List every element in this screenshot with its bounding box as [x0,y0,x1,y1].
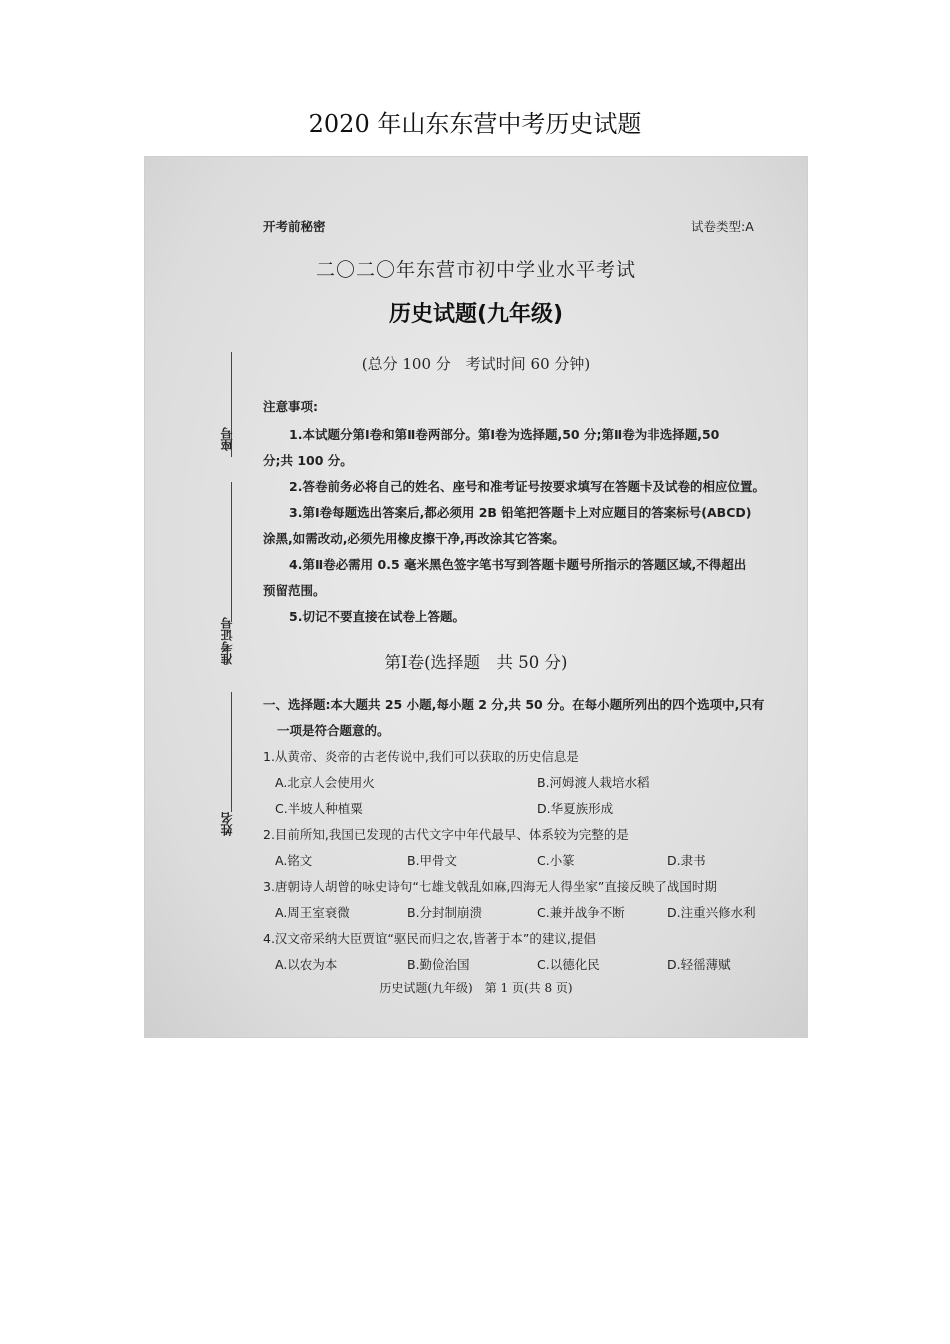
option-b: B.勤俭治国 [407,957,470,972]
document-title: 2020 年山东东营中考历史试题 [308,110,642,138]
notice-line: 1.本试题分第Ⅰ卷和第Ⅱ卷两部分。第Ⅰ卷为选择题,50 分;第Ⅱ卷为非选择题,50 [289,427,720,442]
exam-id-line [231,482,232,622]
question-stem: 2.目前所知,我国已发现的古代文字中年代最早、体系较为完整的是 [263,827,629,842]
subject-title: 历史试题(九年级) [388,302,564,327]
question-stem: 4.汉文帝采纳大臣贾谊“驱民而归之农,皆著于本”的建议,提倡 [263,931,596,946]
notice-line: 预留范围。 [263,583,326,598]
option-c: C.兼并战争不断 [537,905,625,920]
option-d: D.注重兴修水利 [667,905,756,920]
score-time: (总分 100 分 考试时间 60 分钟) [361,355,591,373]
exam-name: 二〇二〇年东营市初中学业水平考试 [315,259,636,281]
option-d: D.轻徭薄赋 [667,957,731,972]
option-b: B.分封制崩溃 [407,905,483,920]
option-d: D.隶书 [667,853,706,868]
question-stem: 1.从黄帝、炎帝的古老传说中,我们可以获取的历史信息是 [263,749,579,764]
name-line [231,692,232,812]
notice-line: 2.答卷前务必将自己的姓名、座号和准考证号按要求填写在答题卡及试卷的相应位置。 [289,479,765,494]
option-a: A.周王室衰微 [275,905,350,920]
question-stem: 3.唐朝诗人胡曾的咏史诗句“七雄戈戟乱如麻,四海无人得坐家”直接反映了战国时期 [263,879,717,894]
notice-line: 涂黑,如需改动,必须先用橡皮擦干净,再改涂其它答案。 [263,531,565,546]
notice-heading: 注意事项: [263,399,318,414]
section-title: 第Ⅰ卷(选择题 共 50 分) [384,653,568,672]
notice-line: 3.第Ⅰ卷每题选出答案后,都必须用 2B 铅笔把答题卡上对应题目的答案标号(ABCD) [289,505,752,520]
notice-line: 分;共 100 分。 [263,453,353,468]
option-b: B.甲骨文 [407,853,458,868]
seat-number-label: 座号 [220,427,234,451]
secret-label: 开考前秘密 [263,219,326,234]
option-c: C.半坡人种植粟 [275,801,363,816]
exam-paper-scan [144,156,808,1038]
option-a: A.北京人会使用火 [275,775,375,790]
name-label: 姓名 [220,812,234,836]
option-d: D.华夏族形成 [537,801,614,816]
notice-line: 4.第Ⅱ卷必需用 0.5 毫米黑色签字笔书写到答题卡题号所指示的答题区域,不得超出 [289,557,747,572]
page-footer: 历史试题(九年级) 第 1 页(共 8 页) [379,981,573,995]
option-a: A.铭文 [275,853,313,868]
section-instruction: 一项是符合题意的。 [277,723,390,738]
option-c: C.以德化民 [537,957,600,972]
option-a: A.以农为本 [275,957,338,972]
notice-line: 5.切记不要直接在试卷上答题。 [289,609,465,624]
option-c: C.小篆 [537,853,575,868]
section-instruction: 一、选择题:本大题共 25 小题,每小题 2 分,共 50 分。在每小题所列出的四个选项中,只有 [263,697,765,712]
option-b: B.河姆渡人栽培水稻 [537,775,650,790]
paper-type-label: 试卷类型:A [691,219,754,234]
exam-id-label: 准考证号 [220,617,234,665]
